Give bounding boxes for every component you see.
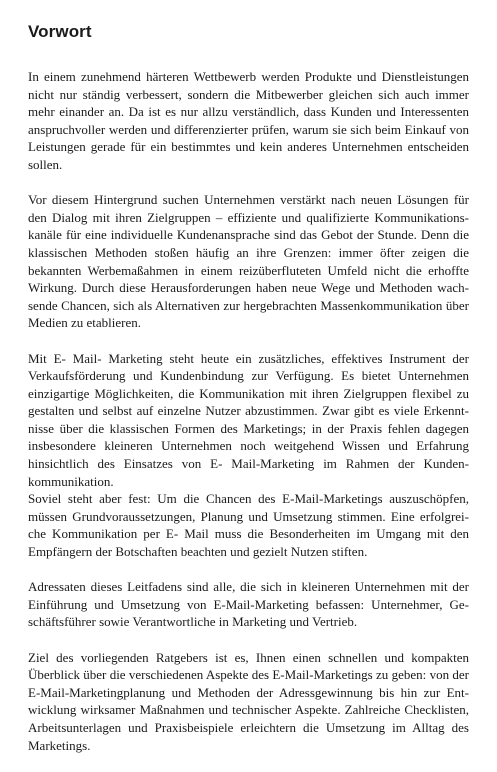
text-line: hinsichtlich des Einsatzes von E- Mail-Marketing im Rahmen der Kunden-	[28, 456, 469, 472]
text-line: Einführung und Umsetzung von E-Mail-Marketing befassen: Unternehmer, Ge-	[28, 596, 469, 612]
text-line: E-Mail-Marketingplanung und Methoden der Adressgewinnung bis hin zur Ent-	[28, 684, 469, 700]
text-line: Vor diesem Hintergrund suchen Unternehmen verstärkt nach neuen Lösungen für	[28, 192, 469, 208]
paragraph-requirements	[28, 490, 469, 560]
text-line: Leistungen gerade für ein bestimmtes und kein anderes Unternehmen entscheiden	[28, 139, 469, 155]
text-line: Soviel steht aber fest: Um die Chancen des E-Mail-Marketings auszuschöpfen,	[28, 491, 469, 507]
text-line: Überblick über die verschiedenen Aspekte des E-Mail-Marketings zu geben: von der	[28, 667, 469, 683]
text-line: insbesondere kleineren Unternehmen noch weitgehend Wissen und Erfahrung	[28, 438, 469, 454]
text-line: anspruchvoller werden und differenzierter prüfen, warum sie sich beim Einkauf von	[28, 121, 469, 137]
text-line: Verkaufsförderung und Kundenbindung zur Verfügung. Es bietet Unternehmen	[28, 368, 469, 384]
paragraph-intro	[28, 68, 469, 174]
text-line: nicht nur ständig verbessert, sondern die Mitbewerber gleichen sich auch immer	[28, 86, 469, 102]
text-line: sende Chancen, sich als Alternativen zur hergebrachten Massenkommunikation über	[28, 297, 469, 313]
text-line: gestalten und selbst auf einzelne Nutzer abzustimmen. Zwar gibt es viele Erkennt-	[28, 403, 469, 419]
text-line: klassischen Methoden stoßen häufig an ihre Grenzen: immer öfter zeigen die	[28, 244, 469, 260]
page-title: Vorwort	[28, 22, 92, 41]
text-line: Wirkung. Durch diese Herausforderungen haben neue Wege und Methoden wach-	[28, 280, 469, 296]
text-line: sollen.	[28, 156, 63, 172]
text-line: che Kommunikation per E- Mail muss die Besonderheiten im Umgang mit den	[28, 526, 469, 542]
text-line: einzigartige Möglichkeiten, die Kommunikation mit ihren Zielgruppen flexibel zu	[28, 385, 469, 401]
text-line: den Dialog mit ihren Zielgruppen – effiziente und qualifizierte Kommunikations-	[28, 209, 469, 225]
text-line: kanäle für eine individuelle Kundenansprache sind das Gebot der Stunde. Denn die	[28, 227, 469, 243]
text-line: bekannten Werbemaßahmen in einem reizüberfluteten Umfeld nicht die erhoffte	[28, 262, 469, 278]
text-line: Ziel des vorliegenden Ratgebers ist es, Ihnen einen schnellen und kompakten	[28, 649, 469, 665]
text-line: wicklung wirksamer Maßnahmen und technischer Aspekte. Zahlreiche Checklisten,	[28, 702, 469, 718]
paragraph-background	[28, 191, 469, 332]
text-line: In einem zunehmend härteren Wettbewerb werden Produkte und Dienstleistungen	[28, 69, 469, 84]
text-line: kommunikation.	[28, 473, 114, 489]
text-line: schäftsführer sowie Verantwortliche in Marketing und Vertrieb.	[28, 614, 358, 630]
text-line: mehr einander an. Da ist es nur allzu verständlich, dass Kunden und Interessenten	[28, 104, 469, 120]
text-line: müssen Grundvoraussetzungen, Planung und Umsetzung stimmen. Eine erfolgrei-	[28, 508, 469, 524]
paragraph-email-marketing	[28, 350, 469, 491]
text-line: Arbeitsunterlagen und Praxisbeispiele erleichtern die Umsetzung im Alltag des	[28, 719, 469, 735]
text-line: Empfängern der Botschaften beachten und gezielt Nutzen stiften.	[28, 544, 368, 560]
body-text	[28, 68, 469, 772]
text-line: Medien zu etablieren.	[28, 315, 141, 331]
text-line: Adressaten dieses Leitfadens sind alle, die sich in kleineren Unternehmen mit der	[28, 579, 469, 595]
paragraph-goal	[28, 649, 469, 755]
text-line: Mit E- Mail- Marketing steht heute ein zusätzliches, effektives Instrument der	[28, 350, 469, 366]
paragraph-audience	[28, 578, 469, 631]
text-line: nisse über die klassischen Formen des Marketings; in der Praxis fehlen dagegen	[28, 420, 469, 436]
text-line: Marketings.	[28, 737, 91, 753]
